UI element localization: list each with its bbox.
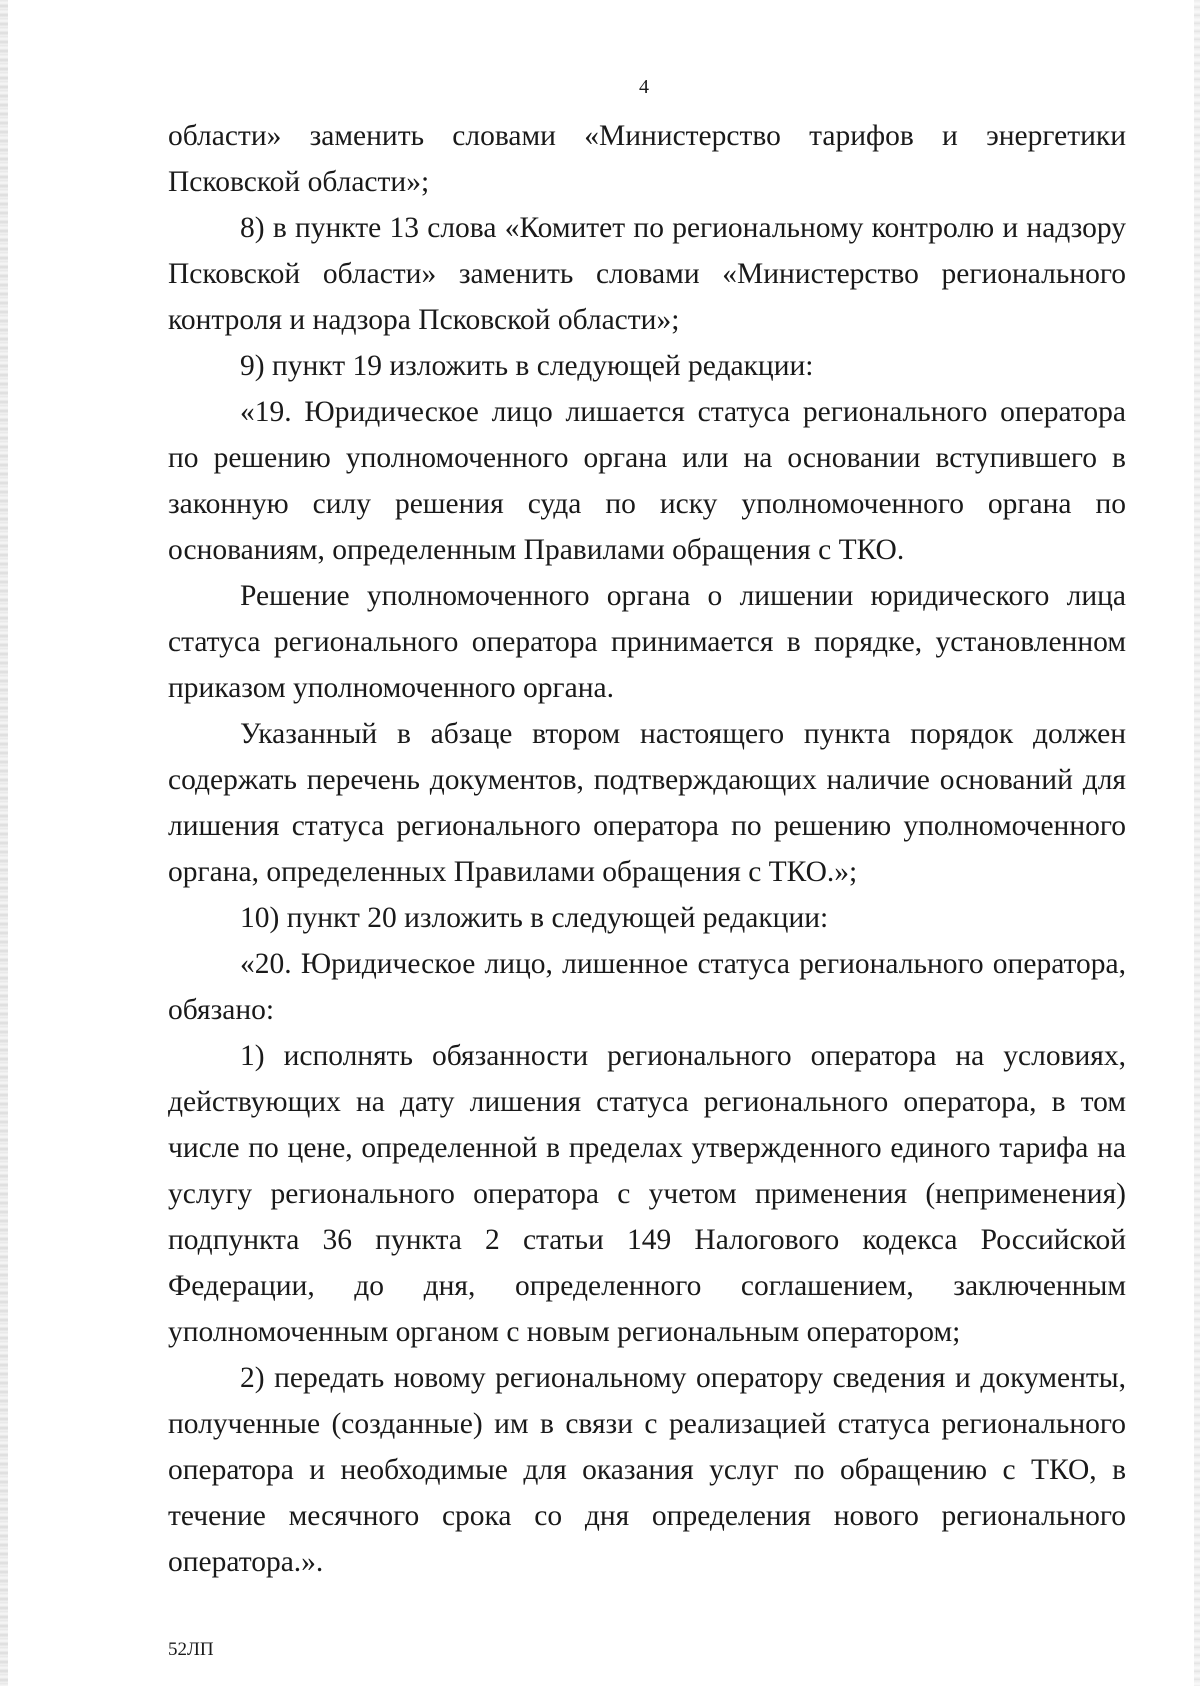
paragraph-clause-19: «19. Юридическое лицо лишается статуса регионального оператора по решению уполномоченного органа или на основании вступившего в законную силу решения суда по иску уполномоченного органа по основаниям, определенным Правилами обращения с ТКО.: [168, 396, 1126, 566]
paragraph-clause-20: «20. Юридическое лицо, лишенное статуса регионального оператора, обязано:: [168, 948, 1126, 1026]
document-body: [168, 113, 1126, 1585]
paragraph-clause-19-part-3: Указанный в абзаце втором настоящего пункта порядок должен содержать перечень документов, подтверждающих наличие оснований для лишения статуса регионального оператора по решению уполномоченного органа, определенных Правилами обращения с ТКО.»;: [168, 718, 1126, 888]
page-number: 4: [639, 76, 649, 98]
paragraph-clause-20-sub-1: 1) исполнять обязанности регионального оператора на условиях, действующих на дату лишения статуса регионального оператора, в том числе по цене, определенной в пределах утвержденного единого тарифа на услугу регионального оператора с учетом применения (неприменения) подпункта 36 пункта 2 статьи 149 Налогового кодекса Российской Федерации, до дня, определенного соглашением, заключенным уполномоченным органом с новым региональным оператором;: [168, 1040, 1126, 1348]
scan-edge-left: [0, 0, 8, 1686]
scan-edge-right: [1194, 0, 1200, 1686]
document-code: 52ЛП: [168, 1639, 214, 1660]
paragraph-clause-19-part-2: Решение уполномоченного органа о лишении юридического лица статуса регионального оператора принимается в порядке, установленном приказом уполномоченного органа.: [168, 580, 1126, 704]
paragraph-item-10: 10) пункт 20 изложить в следующей редакции:: [240, 902, 829, 934]
paragraph-item-9: 9) пункт 19 изложить в следующей редакции:: [240, 350, 814, 382]
paragraph-clause-20-sub-2: 2) передать новому региональному оператору сведения и документы, полученные (созданные) им в связи с реализацией статуса регионального оператора и необходимые для оказания услуг по обращению с ТКО, в течение месячного срока со дня определения нового регионального оператора.».: [168, 1362, 1126, 1578]
paragraph-item-8: 8) в пункте 13 слова «Комитет по региональному контролю и надзору Псковской области» заменить словами «Министерство регионального контроля и надзора Псковской области»;: [168, 212, 1126, 336]
paragraph-continuation: области» заменить словами «Министерство тарифов и энергетики Псковской области»;: [168, 120, 1126, 198]
